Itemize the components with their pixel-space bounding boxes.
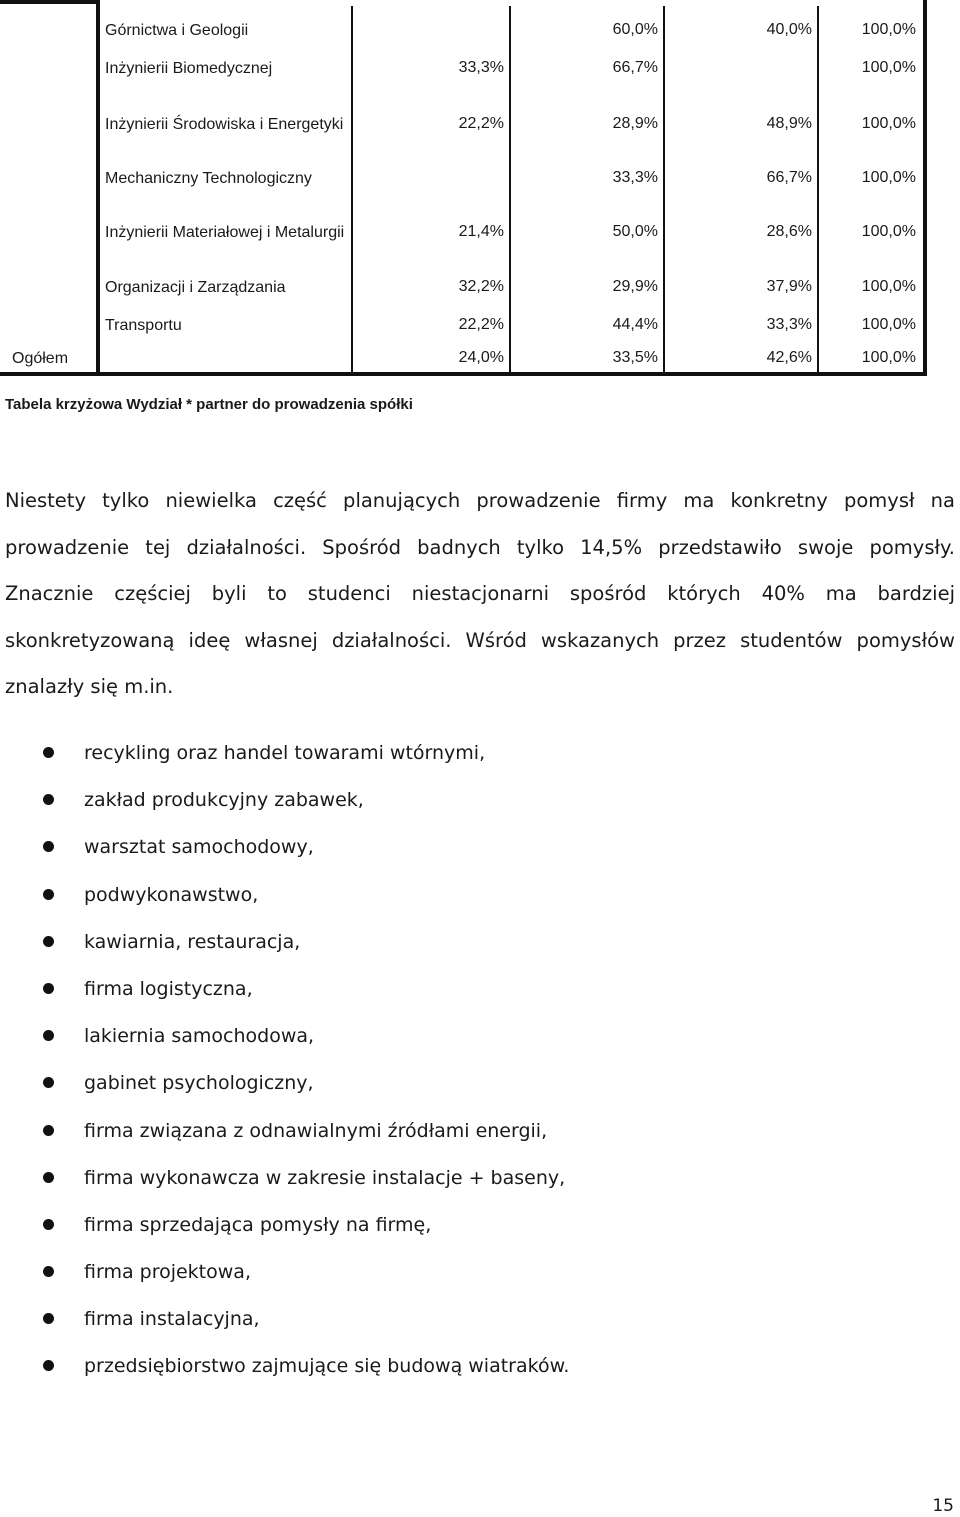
paragraph-text: Niestety tylko niewielka część planujących prowadzenie firmy ma konkretny pomysł na prowadzenie tej działalności. Spośród badnych tylko 14,5% przedstawiło swoje pomysły. Znacznie częściej byli to studenci niestacjonarni spośród których 40% ma bardziej skonkretyzowaną ideę własnej działalności. Wśród wskazanych przez studentów pomysłów znalazły się m.in.	[5, 489, 955, 698]
crosstab-table	[0, 0, 960, 376]
total-label: Ogółem	[12, 349, 69, 367]
bullet-icon	[43, 747, 54, 758]
list-item-text: gabinet psychologiczny,	[84, 1072, 314, 1095]
cell-value: 37,9%	[766, 278, 812, 295]
row-label: Inżynierii Biomedycznej	[105, 59, 273, 77]
cell-value: 44,4%	[612, 316, 658, 333]
list-item	[0, 1343, 960, 1390]
bullet-icon	[43, 936, 54, 947]
cell-value: 100,0%	[861, 59, 916, 76]
bullet-icon	[43, 1219, 54, 1230]
cell-value: 66,7%	[766, 169, 812, 186]
cell-value	[358, 12, 504, 48]
list-item-text: warsztat samochodowy,	[84, 836, 314, 859]
list-item-text: firma logistyczna,	[84, 977, 253, 1000]
list-item	[0, 1108, 960, 1155]
cell-value: 22,2%	[458, 316, 504, 333]
table-row	[0, 160, 930, 196]
table-row	[0, 307, 930, 343]
cell-value: 100,0%	[861, 278, 916, 295]
cell-value: 48,9%	[766, 115, 812, 132]
cell-value: 33,3%	[766, 316, 812, 333]
list-item-text: firma projektowa,	[84, 1261, 251, 1284]
body-paragraph	[5, 478, 955, 711]
bullet-icon	[43, 841, 54, 852]
cell-value: 22,2%	[458, 115, 504, 132]
cell-value: 29,9%	[612, 278, 658, 295]
cell-value: 24,0%	[458, 349, 504, 366]
cell-value: 50,0%	[612, 223, 658, 240]
list-item	[0, 777, 960, 824]
list-item	[0, 1202, 960, 1249]
list-item-text: firma instalacyjna,	[84, 1308, 260, 1331]
row-label: Górnictwa i Geologii	[105, 21, 249, 39]
list-item	[0, 730, 960, 777]
bullet-icon	[43, 794, 54, 805]
cell-value: 100,0%	[861, 349, 916, 366]
list-item	[0, 1155, 960, 1202]
bullet-icon	[43, 1172, 54, 1183]
bullet-icon	[43, 889, 54, 900]
table-row	[0, 88, 930, 160]
bullet-icon	[43, 1125, 54, 1136]
cell-value: 28,9%	[612, 115, 658, 132]
table-row	[0, 12, 930, 48]
list-item-text: podwykonawstwo,	[84, 883, 259, 906]
bullet-icon	[43, 1030, 54, 1041]
bullet-icon	[43, 983, 54, 994]
bullet-icon	[43, 1360, 54, 1371]
ideas-list	[0, 730, 960, 1391]
list-item	[0, 1249, 960, 1296]
cell-value: 60,0%	[612, 21, 658, 38]
table-total-row	[0, 341, 930, 375]
list-item-text: firma związana z odnawialnymi źródłami energii,	[84, 1119, 548, 1142]
row-label: Mechaniczny Technologiczny	[105, 169, 312, 187]
cell-value: 66,7%	[612, 59, 658, 76]
cell-value: 42,6%	[766, 349, 812, 366]
list-item-text: zakład produkcyjny zabawek,	[84, 789, 364, 812]
cell-value: 33,3%	[458, 59, 504, 76]
table-row	[0, 196, 930, 268]
cell-value: 21,4%	[458, 223, 504, 240]
cell-value: 33,3%	[612, 169, 658, 186]
list-item	[0, 966, 960, 1013]
row-label: Organizacji i Zarządzania	[105, 278, 286, 296]
list-item	[0, 919, 960, 966]
table-row	[0, 269, 930, 305]
list-item	[0, 1296, 960, 1343]
cell-value: 33,5%	[612, 349, 658, 366]
list-item-text: lakiernia samochodowa,	[84, 1025, 315, 1048]
table-row	[0, 50, 930, 86]
cell-value	[666, 50, 812, 86]
cell-value: 28,6%	[766, 223, 812, 240]
list-item-text: recykling oraz handel towarami wtórnymi,	[84, 742, 486, 764]
list-item	[0, 1013, 960, 1060]
page-number: 15	[932, 1496, 954, 1516]
row-label: Inżynierii Materiałowej i Metalurgii	[105, 223, 345, 241]
cell-value: 100,0%	[861, 169, 916, 186]
bullet-icon	[43, 1266, 54, 1277]
list-item	[0, 872, 960, 919]
cell-value: 32,2%	[458, 278, 504, 295]
cell-value: 100,0%	[861, 316, 916, 333]
table-caption: Tabela krzyżowa Wydział * partner do prowadzenia spółki	[5, 396, 413, 413]
list-item-text: firma sprzedająca pomysły na firmę,	[84, 1213, 432, 1236]
table-top-border	[0, 0, 98, 4]
row-label: Transportu	[105, 316, 182, 334]
cell-value: 100,0%	[861, 223, 916, 240]
bullet-icon	[43, 1077, 54, 1088]
cell-value: 100,0%	[861, 115, 916, 132]
bullet-icon	[43, 1313, 54, 1324]
cell-value: 100,0%	[861, 21, 916, 38]
list-item-text: przedsiębiorstwo zajmujące się budową wiatraków.	[84, 1355, 570, 1378]
list-item-text: firma wykonawcza w zakresie instalacje + baseny,	[84, 1166, 566, 1189]
cell-value: 40,0%	[766, 21, 812, 38]
list-item	[0, 1060, 960, 1107]
row-label: Inżynierii Środowiska i Energetyki	[105, 115, 344, 133]
list-item-text: kawiarnia, restauracja,	[84, 930, 301, 953]
cell-value	[358, 160, 504, 196]
list-item	[0, 824, 960, 871]
